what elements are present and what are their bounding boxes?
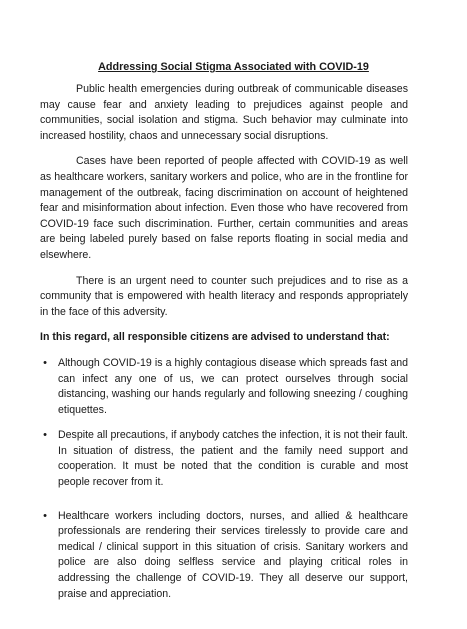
list-item — [40, 428, 408, 490]
list-item — [40, 356, 408, 418]
bullet-icon: • — [43, 429, 47, 442]
bullet-icon: • — [43, 509, 47, 522]
paragraph-3: There is an urgent need to counter such prejudices and to rise as a community that is empowered with health literacy and responds appropriately in the face of this adversity. — [40, 274, 408, 318]
advisory-lead: In this regard, all responsible citizens are advised to understand that: — [40, 331, 390, 344]
list-item-text: Although COVID-19 is a highly contagious disease which spreads fast and can infect any one of us, we can protect ourselves through social distancing, washing our hands regularly and following sneezing / coughing etiquettes. — [58, 356, 408, 416]
list-item — [40, 509, 408, 603]
document-title: Addressing Social Stigma Associated with COVID-19 — [98, 61, 369, 73]
paragraph-1: Public health emergencies during outbreak of communicable diseases may cause fear and anxiety leading to prejudices against people and communities, social isolation and stigma. Such behavior may culminate into increased hostility, chaos and unnecessary social disruptions. — [40, 83, 408, 142]
list-item-text: Despite all precautions, if anybody catches the infection, it is not their fault. In situation of distress, the patient and the family need support and cooperation. It must be noted that the condition is curable and most people recover from it. — [58, 429, 408, 489]
paragraph-2: Cases have been reported of people affected with COVID-19 as well as healthcare workers, sanitary workers and police, who are in the frontline for management of the outbreak, facing discrimination on account of heightened fear and misinformation about infection. Even those who have recovered from COVID-19 face such discrimination. Further, certain communities and areas are being labeled purely based on false reports floating in social media and elsewhere. — [40, 155, 408, 261]
bullet-icon: • — [43, 356, 47, 369]
list-item-text: Healthcare workers including doctors, nurses, and allied & healthcare professionals are rendering their services tirelessly to provide care and medical / clinical support in this situation of crisis. Sanitary workers and police are also doing selfless service and playing critical roles in addressing the challenge of COVID-19. They all deserve our support, praise and appreciation. — [58, 509, 408, 600]
document-body — [40, 82, 408, 612]
advisory-list — [40, 356, 408, 602]
